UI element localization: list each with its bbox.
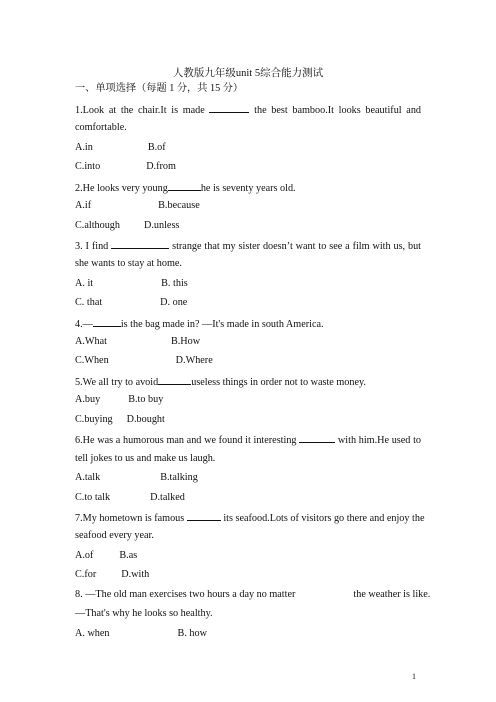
option-a: A.in: [75, 142, 93, 153]
option-a: A.talk: [75, 472, 101, 483]
question-8-text: 8. —The old man exercises two hours a day no matter: [75, 589, 296, 600]
option-b: B.because: [158, 200, 200, 211]
option-b: B.of: [147, 142, 166, 153]
question-4-text-cont: is the bag made in? —It's made in south America.: [120, 319, 324, 330]
option-d: D.Where: [175, 355, 213, 366]
question-7-options-row-2: [75, 569, 421, 581]
question-6-options-row-1: [75, 472, 421, 484]
section-heading: 一、单项选择（每题 1 分，共 15 分）: [75, 83, 244, 94]
option-b: B.as: [119, 550, 138, 561]
question-8: [75, 589, 431, 601]
question-5-options-row-2: [75, 414, 421, 426]
option-b: B.to buy: [128, 394, 164, 405]
question-2-options-row-1: [75, 200, 421, 212]
question-2-options-row-2: [75, 220, 421, 232]
question-4-options-row-2: [75, 355, 421, 367]
option-a: A.if: [75, 200, 92, 211]
option-c: C.for: [75, 569, 97, 580]
option-d: D.from: [146, 161, 176, 172]
option-b: B.How: [170, 336, 201, 347]
option-c: C.When: [75, 355, 109, 366]
question-7-line-2: seafood every year.: [75, 530, 154, 541]
option-c: C. that: [75, 297, 103, 308]
option-a: A.What: [75, 336, 107, 347]
question-6: [75, 433, 421, 447]
option-b: B. how: [177, 628, 207, 639]
option-a: A. it: [75, 278, 94, 289]
question-2-text-cont: he is seventy years old.: [200, 183, 296, 194]
answer-blank: [299, 433, 335, 443]
question-5-options-row-1: [75, 394, 421, 406]
option-d: D.talked: [150, 492, 185, 503]
question-3: [75, 239, 421, 253]
option-b: B. this: [161, 278, 188, 289]
question-3-text: 3. I find: [75, 241, 109, 252]
question-1-options-row-1: [75, 142, 421, 154]
question-1-options-row-2: [75, 161, 421, 173]
question-6-text: 6.He was a humorous man and we found it interesting: [75, 435, 297, 446]
option-b: B.talking: [160, 472, 198, 483]
answer-blank: [209, 103, 249, 113]
question-7-text-cont: its seafood.Lots of visitors go there and enjoy the: [223, 513, 425, 524]
option-c: C.into: [75, 161, 101, 172]
question-8-options-row-1: [75, 628, 421, 640]
question-5-text: 5.We all try to avoid: [75, 377, 159, 388]
answer-blank: [158, 375, 191, 385]
question-5-text-cont: useless things in order not to waste money.: [191, 377, 366, 388]
page-title: 人教版九年级unit 5综合能力测试: [172, 68, 324, 79]
question-5: [75, 375, 421, 389]
question-8-text-cont: the weather is like.: [353, 589, 431, 600]
option-d: D. one: [160, 297, 188, 308]
question-3-text-cont: strange that my sister doesn’t want to see a film with us, but: [172, 241, 422, 252]
question-7: [75, 511, 425, 525]
page-number: 1: [412, 672, 416, 681]
question-6-options-row-2: [75, 492, 421, 504]
option-a: A.of: [75, 550, 94, 561]
question-3-options-row-1: [75, 278, 421, 290]
question-3-options-row-2: [75, 297, 421, 309]
question-1-text: 1.Look at the chair.It is made: [75, 105, 205, 116]
answer-blank: [111, 239, 169, 249]
option-a: A.buy: [75, 394, 101, 405]
option-c: C.buying: [75, 414, 113, 425]
question-2-text: 2.He looks very young: [75, 183, 168, 194]
question-2: [75, 181, 421, 195]
option-d: D.with: [121, 569, 150, 580]
answer-blank: [187, 511, 221, 521]
question-8-line-2: —That's why he looks so healthy.: [75, 608, 213, 619]
question-3-line-2: she wants to stay at home.: [75, 258, 182, 269]
question-1: [75, 103, 421, 117]
option-d: D.unless: [144, 220, 180, 231]
question-4-options-row-1: [75, 336, 421, 348]
option-a: A. when: [75, 628, 110, 639]
answer-blank: [168, 181, 201, 191]
option-c: C.although: [75, 220, 120, 231]
question-7-options-row-1: [75, 550, 421, 562]
question-4-text: 4.—: [75, 319, 93, 330]
option-d: D.bought: [126, 414, 165, 425]
question-7-text: 7.My hometown is famous: [75, 513, 185, 524]
question-6-line-2: tell jokes to us and make us laugh.: [75, 453, 216, 464]
option-c: C.to talk: [75, 492, 111, 503]
question-1-text-cont: the best bamboo.It looks beautiful and: [254, 105, 422, 116]
question-4: [75, 317, 421, 331]
answer-blank: [93, 317, 121, 327]
question-6-text-cont: with him.He used to: [337, 435, 422, 446]
question-1-line-2: comfortable.: [75, 122, 127, 133]
